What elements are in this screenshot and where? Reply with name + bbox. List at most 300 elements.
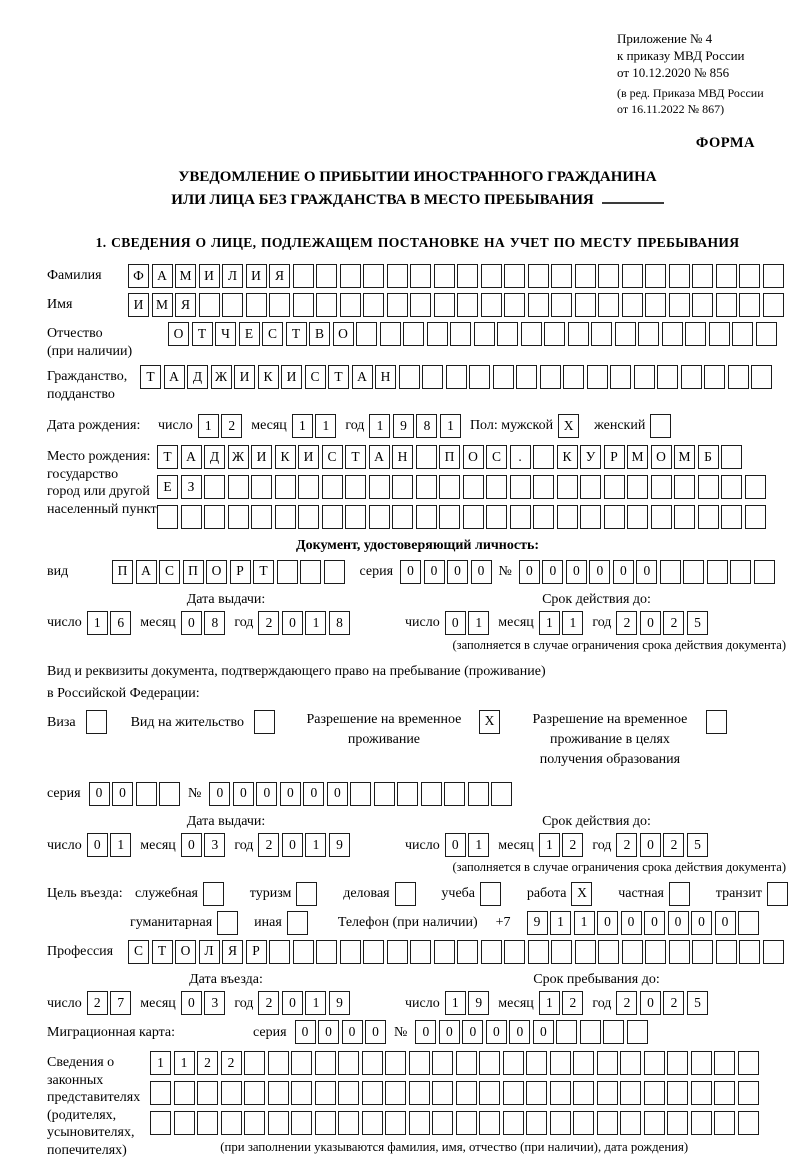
char-box[interactable] (739, 940, 760, 964)
char-box[interactable] (385, 1081, 406, 1105)
char-box[interactable]: 2 (663, 991, 684, 1015)
char-box[interactable]: Т (253, 560, 274, 584)
char-box[interactable]: С (262, 322, 283, 346)
char-box[interactable] (598, 264, 619, 288)
char-box[interactable] (246, 293, 267, 317)
char-box[interactable]: 8 (329, 611, 350, 635)
char-box[interactable] (450, 322, 471, 346)
char-box[interactable]: 0 (471, 560, 492, 584)
char-box[interactable]: М (627, 445, 648, 469)
char-box[interactable] (685, 322, 706, 346)
char-box[interactable] (362, 1051, 383, 1075)
char-box[interactable] (456, 1111, 477, 1135)
char-box[interactable] (516, 365, 537, 389)
char-box[interactable] (300, 560, 321, 584)
char-box[interactable] (557, 505, 578, 529)
char-box[interactable]: Т (286, 322, 307, 346)
char-box[interactable] (533, 505, 554, 529)
char-box[interactable] (174, 1111, 195, 1135)
char-box[interactable] (338, 1111, 359, 1135)
char-box[interactable] (416, 475, 437, 499)
char-box[interactable]: М (175, 264, 196, 288)
char-box[interactable] (268, 1111, 289, 1135)
char-box[interactable]: 2 (562, 833, 583, 857)
char-box[interactable] (745, 505, 766, 529)
char-box[interactable] (392, 475, 413, 499)
char-box[interactable]: 0 (303, 782, 324, 806)
char-box[interactable] (486, 475, 507, 499)
char-box[interactable]: 2 (258, 611, 279, 635)
char-box[interactable]: Б (698, 445, 719, 469)
char-box[interactable] (604, 475, 625, 499)
char-box[interactable]: 1 (445, 991, 466, 1015)
char-box[interactable]: М (152, 293, 173, 317)
char-box[interactable] (491, 782, 512, 806)
char-box[interactable] (669, 882, 690, 906)
char-box[interactable]: А (181, 445, 202, 469)
char-box[interactable] (392, 505, 413, 529)
char-box[interactable] (738, 1051, 759, 1075)
char-box[interactable] (650, 414, 671, 438)
char-box[interactable] (510, 505, 531, 529)
char-box[interactable] (575, 264, 596, 288)
char-box[interactable]: П (112, 560, 133, 584)
char-box[interactable] (315, 1111, 336, 1135)
char-box[interactable] (604, 505, 625, 529)
char-box[interactable] (644, 1051, 665, 1075)
char-box[interactable] (550, 1051, 571, 1075)
char-box[interactable] (293, 264, 314, 288)
char-box[interactable] (322, 505, 343, 529)
char-box[interactable] (692, 293, 713, 317)
char-box[interactable]: З (181, 475, 202, 499)
char-box[interactable]: 5 (687, 611, 708, 635)
char-box[interactable] (556, 1020, 577, 1044)
char-box[interactable]: 0 (282, 833, 303, 857)
char-box[interactable] (651, 475, 672, 499)
char-box[interactable] (669, 293, 690, 317)
char-box[interactable]: 0 (566, 560, 587, 584)
char-box[interactable] (345, 505, 366, 529)
char-box[interactable] (627, 475, 648, 499)
char-box[interactable] (432, 1051, 453, 1075)
char-box[interactable] (551, 264, 572, 288)
char-box[interactable] (197, 1111, 218, 1135)
char-box[interactable]: 0 (486, 1020, 507, 1044)
char-box[interactable]: Т (157, 445, 178, 469)
char-box[interactable] (291, 1111, 312, 1135)
char-box[interactable]: 0 (181, 991, 202, 1015)
char-box[interactable]: М (674, 445, 695, 469)
char-box[interactable]: 0 (415, 1020, 436, 1044)
char-box[interactable] (362, 1111, 383, 1135)
char-box[interactable]: 1 (315, 414, 336, 438)
char-box[interactable] (416, 445, 437, 469)
char-box[interactable]: 0 (87, 833, 108, 857)
char-box[interactable] (380, 322, 401, 346)
char-box[interactable]: 0 (621, 911, 642, 935)
char-box[interactable] (385, 1111, 406, 1135)
char-box[interactable] (374, 782, 395, 806)
char-box[interactable] (136, 782, 157, 806)
char-box[interactable] (707, 560, 728, 584)
char-box[interactable] (387, 293, 408, 317)
char-box[interactable]: 1 (539, 611, 560, 635)
char-box[interactable] (217, 911, 238, 935)
char-box[interactable]: Л (199, 940, 220, 964)
char-box[interactable]: А (136, 560, 157, 584)
char-box[interactable]: Т (328, 365, 349, 389)
char-box[interactable] (350, 782, 371, 806)
char-box[interactable]: Я (175, 293, 196, 317)
char-box[interactable] (463, 505, 484, 529)
char-box[interactable] (410, 293, 431, 317)
char-box[interactable] (409, 1081, 430, 1105)
char-box[interactable] (683, 560, 704, 584)
char-box[interactable]: С (305, 365, 326, 389)
char-box[interactable]: 0 (715, 911, 736, 935)
char-box[interactable] (254, 710, 275, 734)
char-box[interactable]: 2 (197, 1051, 218, 1075)
char-box[interactable]: Ж (228, 445, 249, 469)
char-box[interactable]: 1 (574, 911, 595, 935)
char-box[interactable]: 2 (663, 611, 684, 635)
char-box[interactable] (573, 1051, 594, 1075)
char-box[interactable]: 1 (440, 414, 461, 438)
char-box[interactable]: И (281, 365, 302, 389)
char-box[interactable] (228, 505, 249, 529)
char-box[interactable]: 0 (181, 833, 202, 857)
char-box[interactable] (533, 475, 554, 499)
char-box[interactable] (615, 322, 636, 346)
char-box[interactable] (714, 1111, 735, 1135)
char-box[interactable] (409, 1051, 430, 1075)
char-box[interactable] (763, 293, 784, 317)
char-box[interactable] (692, 940, 713, 964)
char-box[interactable] (363, 264, 384, 288)
char-box[interactable] (575, 940, 596, 964)
char-box[interactable]: 5 (687, 991, 708, 1015)
char-box[interactable] (669, 264, 690, 288)
char-box[interactable] (739, 293, 760, 317)
char-box[interactable] (706, 710, 727, 734)
char-box[interactable]: 2 (663, 833, 684, 857)
char-box[interactable]: Ж (211, 365, 232, 389)
char-box[interactable]: 9 (468, 991, 489, 1015)
char-box[interactable] (738, 911, 759, 935)
char-box[interactable] (181, 505, 202, 529)
char-box[interactable] (763, 264, 784, 288)
char-box[interactable]: 0 (691, 911, 712, 935)
char-box[interactable]: 2 (616, 991, 637, 1015)
char-box[interactable] (251, 475, 272, 499)
char-box[interactable]: П (183, 560, 204, 584)
char-box[interactable]: 9 (393, 414, 414, 438)
char-box[interactable] (645, 940, 666, 964)
char-box[interactable] (481, 264, 502, 288)
char-box[interactable]: 2 (616, 833, 637, 857)
char-box[interactable] (550, 1111, 571, 1135)
char-box[interactable]: 0 (613, 560, 634, 584)
char-box[interactable] (587, 365, 608, 389)
char-box[interactable]: 0 (256, 782, 277, 806)
char-box[interactable] (369, 505, 390, 529)
char-box[interactable]: 0 (295, 1020, 316, 1044)
char-box[interactable] (756, 322, 777, 346)
char-box[interactable]: X (479, 710, 500, 734)
char-box[interactable]: Е (157, 475, 178, 499)
char-box[interactable]: 2 (258, 833, 279, 857)
char-box[interactable] (251, 505, 272, 529)
char-box[interactable]: 9 (329, 833, 350, 857)
char-box[interactable] (714, 1051, 735, 1075)
char-box[interactable]: 0 (327, 782, 348, 806)
char-box[interactable] (204, 475, 225, 499)
char-box[interactable]: И (298, 445, 319, 469)
char-box[interactable] (544, 322, 565, 346)
char-box[interactable] (480, 882, 501, 906)
char-box[interactable]: 1 (369, 414, 390, 438)
char-box[interactable] (222, 293, 243, 317)
char-box[interactable]: 1 (305, 833, 326, 857)
char-box[interactable] (340, 264, 361, 288)
char-box[interactable]: 0 (462, 1020, 483, 1044)
char-box[interactable]: 0 (365, 1020, 386, 1044)
char-box[interactable]: Ч (215, 322, 236, 346)
char-box[interactable] (150, 1111, 171, 1135)
char-box[interactable]: А (164, 365, 185, 389)
char-box[interactable] (427, 322, 448, 346)
char-box[interactable] (721, 475, 742, 499)
char-box[interactable] (751, 365, 772, 389)
char-box[interactable] (315, 1051, 336, 1075)
char-box[interactable] (387, 940, 408, 964)
char-box[interactable]: 2 (616, 611, 637, 635)
char-box[interactable]: 0 (89, 782, 110, 806)
char-box[interactable] (86, 710, 107, 734)
char-box[interactable] (397, 782, 418, 806)
char-box[interactable] (468, 782, 489, 806)
char-box[interactable] (403, 322, 424, 346)
char-box[interactable]: И (251, 445, 272, 469)
char-box[interactable]: И (234, 365, 255, 389)
char-box[interactable] (644, 1081, 665, 1105)
char-box[interactable]: 0 (181, 611, 202, 635)
char-box[interactable] (287, 911, 308, 935)
char-box[interactable]: 1 (468, 833, 489, 857)
char-box[interactable]: Д (187, 365, 208, 389)
char-box[interactable]: 7 (110, 991, 131, 1015)
char-box[interactable]: 0 (640, 991, 661, 1015)
char-box[interactable] (504, 264, 525, 288)
char-box[interactable] (298, 505, 319, 529)
char-box[interactable] (563, 365, 584, 389)
char-box[interactable] (620, 1081, 641, 1105)
char-box[interactable]: 9 (527, 911, 548, 935)
char-box[interactable] (197, 1081, 218, 1105)
char-box[interactable]: 0 (640, 611, 661, 635)
char-box[interactable]: 1 (305, 611, 326, 635)
char-box[interactable]: 0 (209, 782, 230, 806)
char-box[interactable] (157, 505, 178, 529)
char-box[interactable] (356, 322, 377, 346)
char-box[interactable]: К (275, 445, 296, 469)
char-box[interactable] (598, 940, 619, 964)
char-box[interactable]: И (246, 264, 267, 288)
char-box[interactable] (316, 940, 337, 964)
char-box[interactable] (551, 293, 572, 317)
char-box[interactable] (340, 293, 361, 317)
char-box[interactable] (573, 1111, 594, 1135)
char-box[interactable] (622, 293, 643, 317)
char-box[interactable] (627, 1020, 648, 1044)
char-box[interactable]: К (557, 445, 578, 469)
char-box[interactable] (610, 365, 631, 389)
char-box[interactable] (268, 1081, 289, 1105)
char-box[interactable]: 0 (280, 782, 301, 806)
char-box[interactable]: Ф (128, 264, 149, 288)
char-box[interactable] (716, 264, 737, 288)
char-box[interactable] (738, 1111, 759, 1135)
char-box[interactable] (528, 940, 549, 964)
char-box[interactable] (568, 322, 589, 346)
char-box[interactable]: 0 (318, 1020, 339, 1044)
char-box[interactable] (474, 322, 495, 346)
char-box[interactable]: 0 (342, 1020, 363, 1044)
char-box[interactable]: О (463, 445, 484, 469)
char-box[interactable] (667, 1111, 688, 1135)
char-box[interactable] (503, 1111, 524, 1135)
char-box[interactable]: Р (246, 940, 267, 964)
char-box[interactable] (580, 505, 601, 529)
char-box[interactable] (597, 1051, 618, 1075)
char-box[interactable] (674, 475, 695, 499)
char-box[interactable] (268, 1051, 289, 1075)
char-box[interactable] (439, 505, 460, 529)
char-box[interactable] (730, 560, 751, 584)
char-box[interactable] (362, 1081, 383, 1105)
char-box[interactable] (228, 475, 249, 499)
char-box[interactable] (528, 293, 549, 317)
char-box[interactable]: Т (192, 322, 213, 346)
char-box[interactable] (644, 1111, 665, 1135)
char-box[interactable]: 3 (204, 833, 225, 857)
char-box[interactable] (597, 1081, 618, 1105)
char-box[interactable] (345, 475, 366, 499)
char-box[interactable] (526, 1111, 547, 1135)
char-box[interactable] (638, 322, 659, 346)
char-box[interactable] (409, 1111, 430, 1135)
char-box[interactable] (622, 940, 643, 964)
char-box[interactable] (199, 293, 220, 317)
char-box[interactable]: 0 (447, 560, 468, 584)
char-box[interactable]: 0 (644, 911, 665, 935)
char-box[interactable] (738, 1081, 759, 1105)
char-box[interactable] (291, 1081, 312, 1105)
char-box[interactable]: 5 (687, 833, 708, 857)
char-box[interactable] (456, 1081, 477, 1105)
char-box[interactable]: 1 (174, 1051, 195, 1075)
char-box[interactable] (591, 322, 612, 346)
char-box[interactable] (669, 940, 690, 964)
char-box[interactable]: О (206, 560, 227, 584)
char-box[interactable]: 1 (305, 991, 326, 1015)
char-box[interactable]: К (258, 365, 279, 389)
char-box[interactable] (434, 940, 455, 964)
char-box[interactable]: Л (222, 264, 243, 288)
char-box[interactable] (580, 1020, 601, 1044)
char-box[interactable]: В (309, 322, 330, 346)
char-box[interactable]: 0 (445, 611, 466, 635)
char-box[interactable] (645, 293, 666, 317)
char-box[interactable] (662, 322, 683, 346)
char-box[interactable] (622, 264, 643, 288)
char-box[interactable] (244, 1081, 265, 1105)
char-box[interactable] (387, 264, 408, 288)
char-box[interactable] (316, 293, 337, 317)
char-box[interactable]: 2 (221, 1051, 242, 1075)
char-box[interactable]: 0 (636, 560, 657, 584)
char-box[interactable] (503, 1051, 524, 1075)
char-box[interactable] (275, 475, 296, 499)
char-box[interactable]: 3 (204, 991, 225, 1015)
char-box[interactable] (504, 293, 525, 317)
char-box[interactable] (324, 560, 345, 584)
char-box[interactable] (315, 1081, 336, 1105)
char-box[interactable] (293, 293, 314, 317)
char-box[interactable] (674, 505, 695, 529)
char-box[interactable]: 2 (562, 991, 583, 1015)
char-box[interactable]: Я (222, 940, 243, 964)
char-box[interactable] (434, 293, 455, 317)
char-box[interactable] (410, 940, 431, 964)
char-box[interactable] (551, 940, 572, 964)
char-box[interactable]: С (128, 940, 149, 964)
char-box[interactable]: И (199, 264, 220, 288)
char-box[interactable] (363, 293, 384, 317)
char-box[interactable]: А (369, 445, 390, 469)
char-box[interactable] (497, 322, 518, 346)
char-box[interactable]: Н (375, 365, 396, 389)
char-box[interactable] (446, 365, 467, 389)
char-box[interactable] (293, 940, 314, 964)
char-box[interactable] (269, 940, 290, 964)
char-box[interactable]: 0 (519, 560, 540, 584)
char-box[interactable] (486, 505, 507, 529)
char-box[interactable]: П (439, 445, 460, 469)
char-box[interactable] (504, 940, 525, 964)
char-box[interactable] (660, 560, 681, 584)
char-box[interactable] (456, 1051, 477, 1075)
char-box[interactable]: 0 (542, 560, 563, 584)
char-box[interactable] (503, 1081, 524, 1105)
char-box[interactable] (681, 365, 702, 389)
char-box[interactable]: С (322, 445, 343, 469)
char-box[interactable] (767, 882, 788, 906)
char-box[interactable]: 0 (668, 911, 689, 935)
char-box[interactable] (533, 445, 554, 469)
char-box[interactable] (597, 1111, 618, 1135)
char-box[interactable] (651, 505, 672, 529)
char-box[interactable]: О (175, 940, 196, 964)
char-box[interactable] (745, 475, 766, 499)
char-box[interactable] (434, 264, 455, 288)
char-box[interactable]: 1 (198, 414, 219, 438)
char-box[interactable] (296, 882, 317, 906)
char-box[interactable]: С (486, 445, 507, 469)
char-box[interactable] (550, 1081, 571, 1105)
char-box[interactable] (338, 1081, 359, 1105)
